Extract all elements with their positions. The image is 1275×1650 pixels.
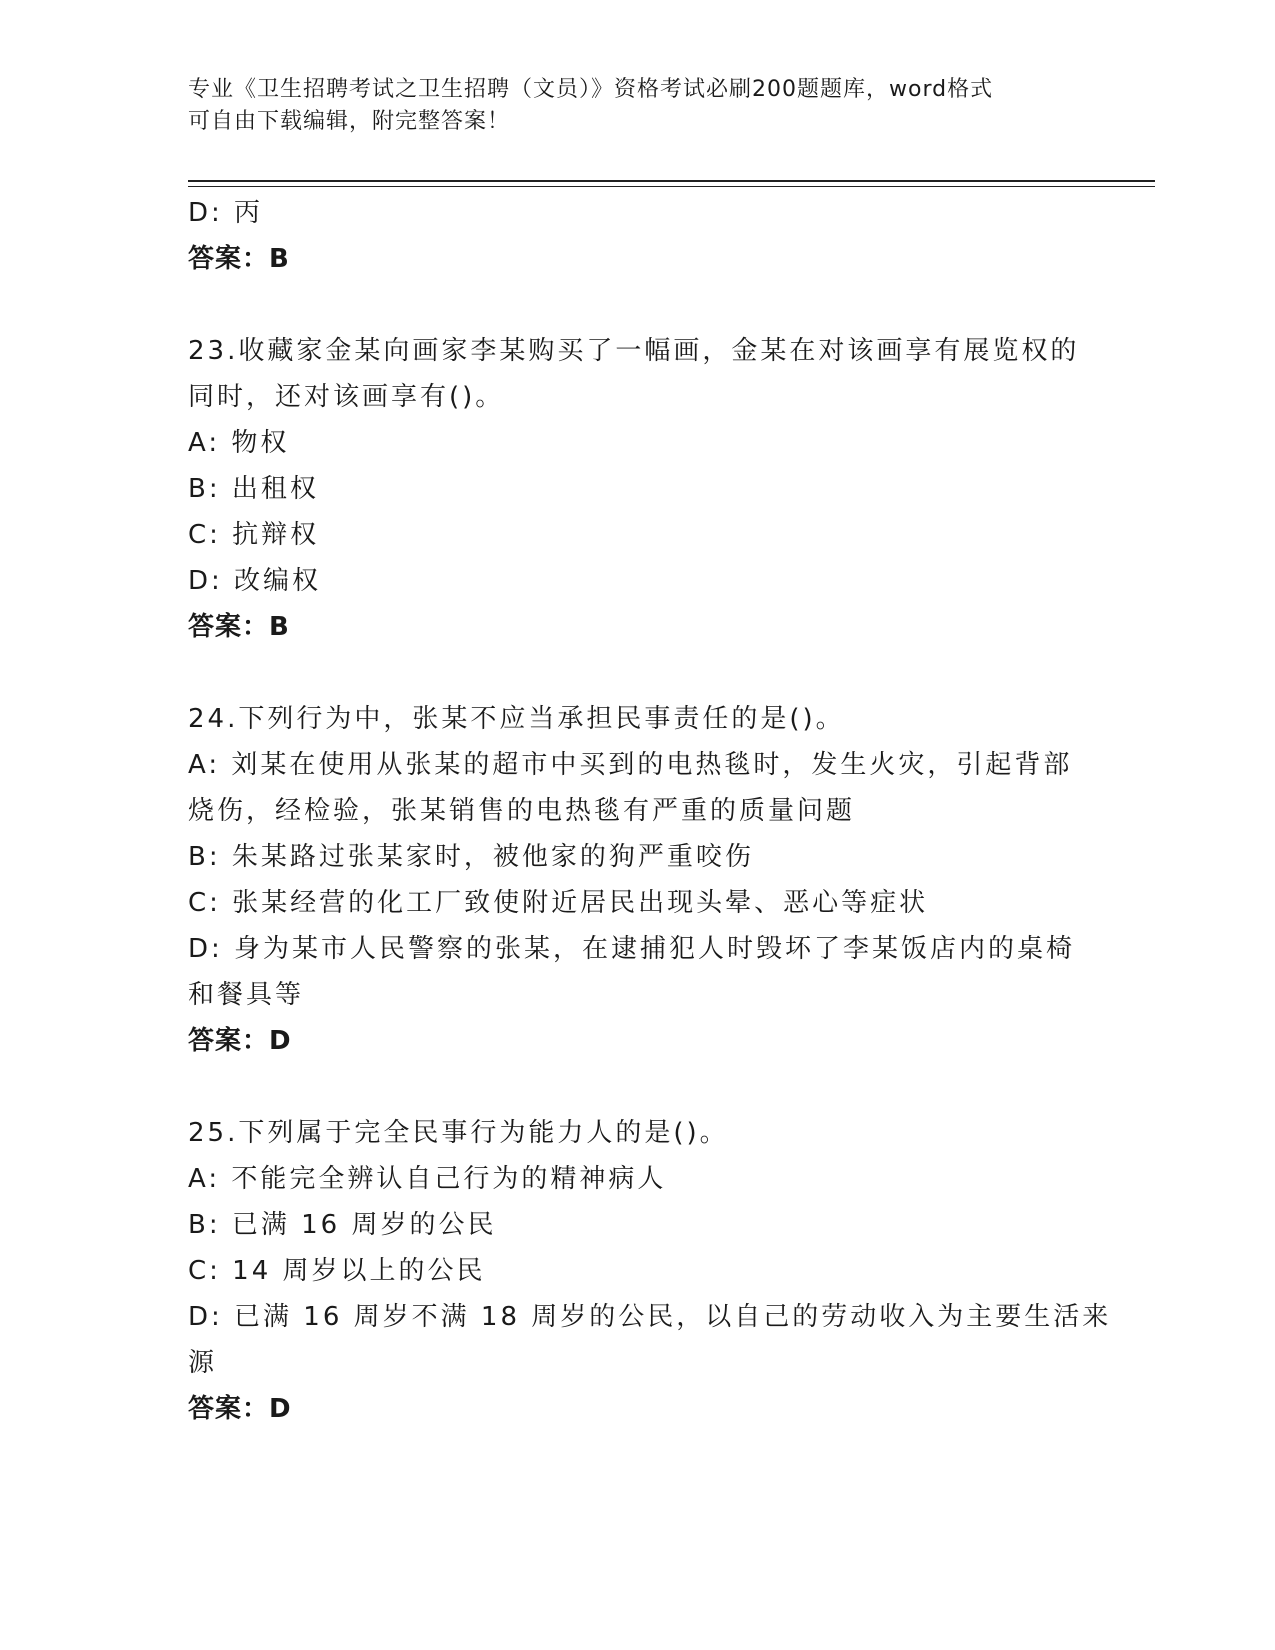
answer-line: 答案：D — [188, 1394, 292, 1424]
question-24 — [188, 696, 1088, 1064]
option-d-continued: 和餐具等 — [188, 980, 305, 1010]
page-header — [188, 74, 1088, 138]
option-d: D: 已满 16 周岁不满 18 周岁的公民，以自己的劳动收入为主要生活来 — [188, 1302, 1112, 1332]
option-b: B: 朱某路过张某家时，被他家的狗严重咬伤 — [188, 842, 754, 872]
question-stem: 23.收藏家金某向画家李某购买了一幅画，金某在对该画享有展览权的 — [188, 336, 1080, 366]
spacer — [188, 282, 1088, 328]
option-c: C: 张某经营的化工厂致使附近居民出现头晕、恶心等症状 — [188, 888, 929, 918]
question-23 — [188, 328, 1088, 650]
question-stem: 同时，还对该画享有()。 — [188, 382, 505, 412]
option-d: D: 身为某市人民警察的张某，在逮捕犯人时毁坏了李某饭店内的桌椅 — [188, 934, 1076, 964]
spacer — [188, 1064, 1088, 1110]
previous-question-fragment — [188, 190, 1088, 282]
option-a: A: 物权 — [188, 428, 290, 458]
option-b: B: 出租权 — [188, 474, 319, 504]
question-25 — [188, 1110, 1112, 1432]
option-d-continued: 源 — [188, 1348, 218, 1378]
header-title-line-1: 专业《卫生招聘考试之卫生招聘（文员）》资格考试必刷200题题库，word格式 — [188, 77, 994, 102]
option-c: C: 抗辩权 — [188, 520, 320, 550]
option-a: A: 刘某在使用从张某的超市中买到的电热毯时，发生火灾，引起背部 — [188, 750, 1073, 780]
header-divider-thick — [188, 180, 1155, 182]
question-stem: 24.下列行为中，张某不应当承担民事责任的是()。 — [188, 704, 845, 734]
spacer — [188, 650, 1088, 696]
answer-line: 答案：B — [188, 244, 290, 274]
option-b: B: 已满 16 周岁的公民 — [188, 1210, 497, 1240]
answer-line: 答案：B — [188, 612, 290, 642]
question-list — [188, 190, 1112, 1432]
question-stem: 25.下列属于完全民事行为能力人的是()。 — [188, 1118, 729, 1148]
answer-line: 答案：D — [188, 1026, 292, 1056]
option-c: C: 14 周岁以上的公民 — [188, 1256, 486, 1286]
option-a-continued: 烧伤，经检验，张某销售的电热毯有严重的质量问题 — [188, 796, 856, 826]
header-divider-thin — [188, 186, 1155, 187]
option-d: D: 改编权 — [188, 566, 322, 596]
option-d: D: 丙 — [188, 198, 264, 228]
option-a: A: 不能完全辨认自己行为的精神病人 — [188, 1164, 667, 1194]
header-title-line-2: 可自由下载编辑，附完整答案！ — [188, 109, 511, 134]
